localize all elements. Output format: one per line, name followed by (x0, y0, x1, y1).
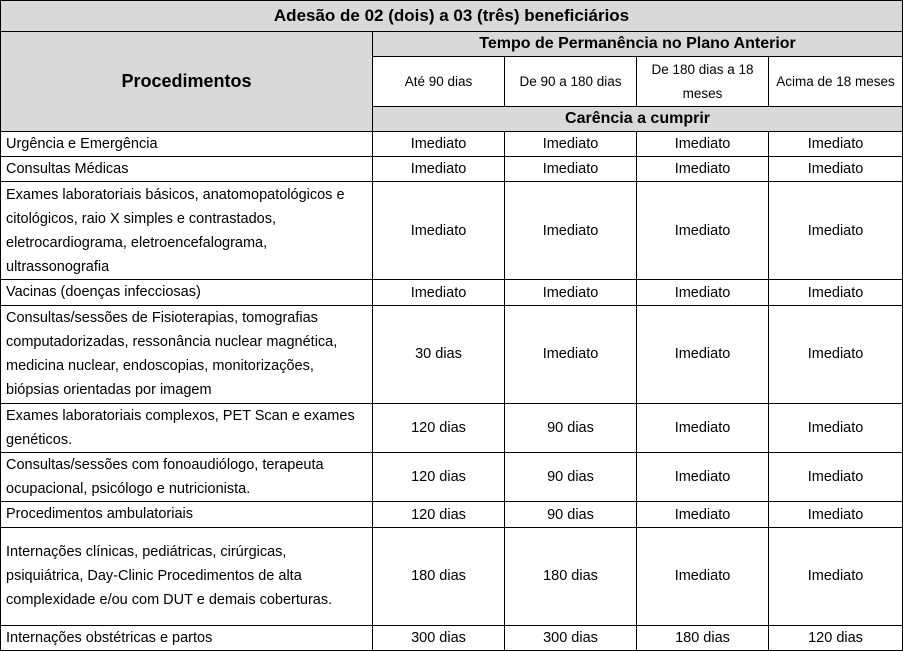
procedure-label: Urgência e Emergência (1, 132, 373, 157)
waiting-value: Imediato (769, 182, 903, 280)
waiting-value: Imediato (637, 453, 769, 502)
period-header: De 90 a 180 dias (505, 57, 637, 107)
waiting-value: 90 dias (505, 502, 637, 527)
table-row (1, 305, 903, 403)
procedure-label: Consultas/sessões de Fisioterapias, tomografias computadorizadas, ressonância nuclear magnética, medicina nuclear, endoscopias, monitorizações, biópsias orientadas por imagem (1, 305, 373, 403)
waiting-value: Imediato (769, 157, 903, 182)
procedure-label: Consultas Médicas (1, 157, 373, 182)
procedure-label: Vacinas (doenças infecciosas) (1, 280, 373, 305)
table-row (1, 502, 903, 527)
waiting-value: Imediato (637, 132, 769, 157)
waiting-value: Imediato (769, 403, 903, 452)
waiting-value: 120 dias (373, 453, 505, 502)
period-header: Acima de 18 meses (769, 57, 903, 107)
waiting-value: 120 dias (373, 502, 505, 527)
table-row (1, 527, 903, 625)
table-row (1, 280, 903, 305)
period-header: De 180 dias a 18 meses (637, 57, 769, 107)
procedure-label: Internações clínicas, pediátricas, cirúrgicas, psiquiátrica, Day-Clinic Procedimentos de alta complexidade e/ou com DUT e demais coberturas. (1, 527, 373, 625)
waiting-value: Imediato (637, 527, 769, 625)
waiting-value: Imediato (769, 527, 903, 625)
waiting-value: Imediato (505, 157, 637, 182)
waiting-value: 180 dias (373, 527, 505, 625)
waiting-value: Imediato (505, 182, 637, 280)
procedure-label: Exames laboratoriais básicos, anatomopatológicos e citológicos, raio X simples e contrastados, eletrocardiograma, eletroencefalograma, ultrassonografia (1, 182, 373, 280)
waiting-value: Imediato (505, 280, 637, 305)
table-row (1, 132, 903, 157)
carencia-header: Carência a cumprir (373, 107, 903, 132)
waiting-value: Imediato (637, 157, 769, 182)
waiting-value: Imediato (373, 132, 505, 157)
waiting-value: Imediato (505, 132, 637, 157)
waiting-value: Imediato (769, 502, 903, 527)
waiting-value: Imediato (769, 453, 903, 502)
table-row (1, 453, 903, 502)
waiting-value: Imediato (769, 132, 903, 157)
table-row (1, 157, 903, 182)
waiting-value: Imediato (373, 157, 505, 182)
waiting-value: Imediato (505, 305, 637, 403)
waiting-value: Imediato (637, 305, 769, 403)
period-header: Até 90 dias (373, 57, 505, 107)
table-row (1, 625, 903, 650)
waiting-value: Imediato (373, 182, 505, 280)
table-row (1, 182, 903, 280)
waiting-value: Imediato (637, 502, 769, 527)
waiting-value: 90 dias (505, 403, 637, 452)
procedure-label: Procedimentos ambulatoriais (1, 502, 373, 527)
procedure-label: Consultas/sessões com fonoaudiólogo, terapeuta ocupacional, psicólogo e nutricionista. (1, 453, 373, 502)
waiting-value: 120 dias (373, 403, 505, 452)
tempo-header: Tempo de Permanência no Plano Anterior (373, 32, 903, 57)
waiting-value: 180 dias (505, 527, 637, 625)
waiting-value: Imediato (637, 280, 769, 305)
waiting-value: 90 dias (505, 453, 637, 502)
waiting-value: Imediato (373, 280, 505, 305)
waiting-value: Imediato (769, 280, 903, 305)
procedures-header: Procedimentos (1, 32, 373, 132)
waiting-value: Imediato (637, 403, 769, 452)
waiting-value: 300 dias (373, 625, 505, 650)
waiting-value: 180 dias (637, 625, 769, 650)
procedure-label: Exames laboratoriais complexos, PET Scan e exames genéticos. (1, 403, 373, 452)
waiting-value: 30 dias (373, 305, 505, 403)
waiting-value: 300 dias (505, 625, 637, 650)
waiting-value: Imediato (769, 305, 903, 403)
table-row (1, 403, 903, 452)
table-title: Adesão de 02 (dois) a 03 (três) beneficiários (1, 1, 903, 32)
waiting-value: Imediato (637, 182, 769, 280)
procedure-label: Internações obstétricas e partos (1, 625, 373, 650)
waiting-value: 120 dias (769, 625, 903, 650)
